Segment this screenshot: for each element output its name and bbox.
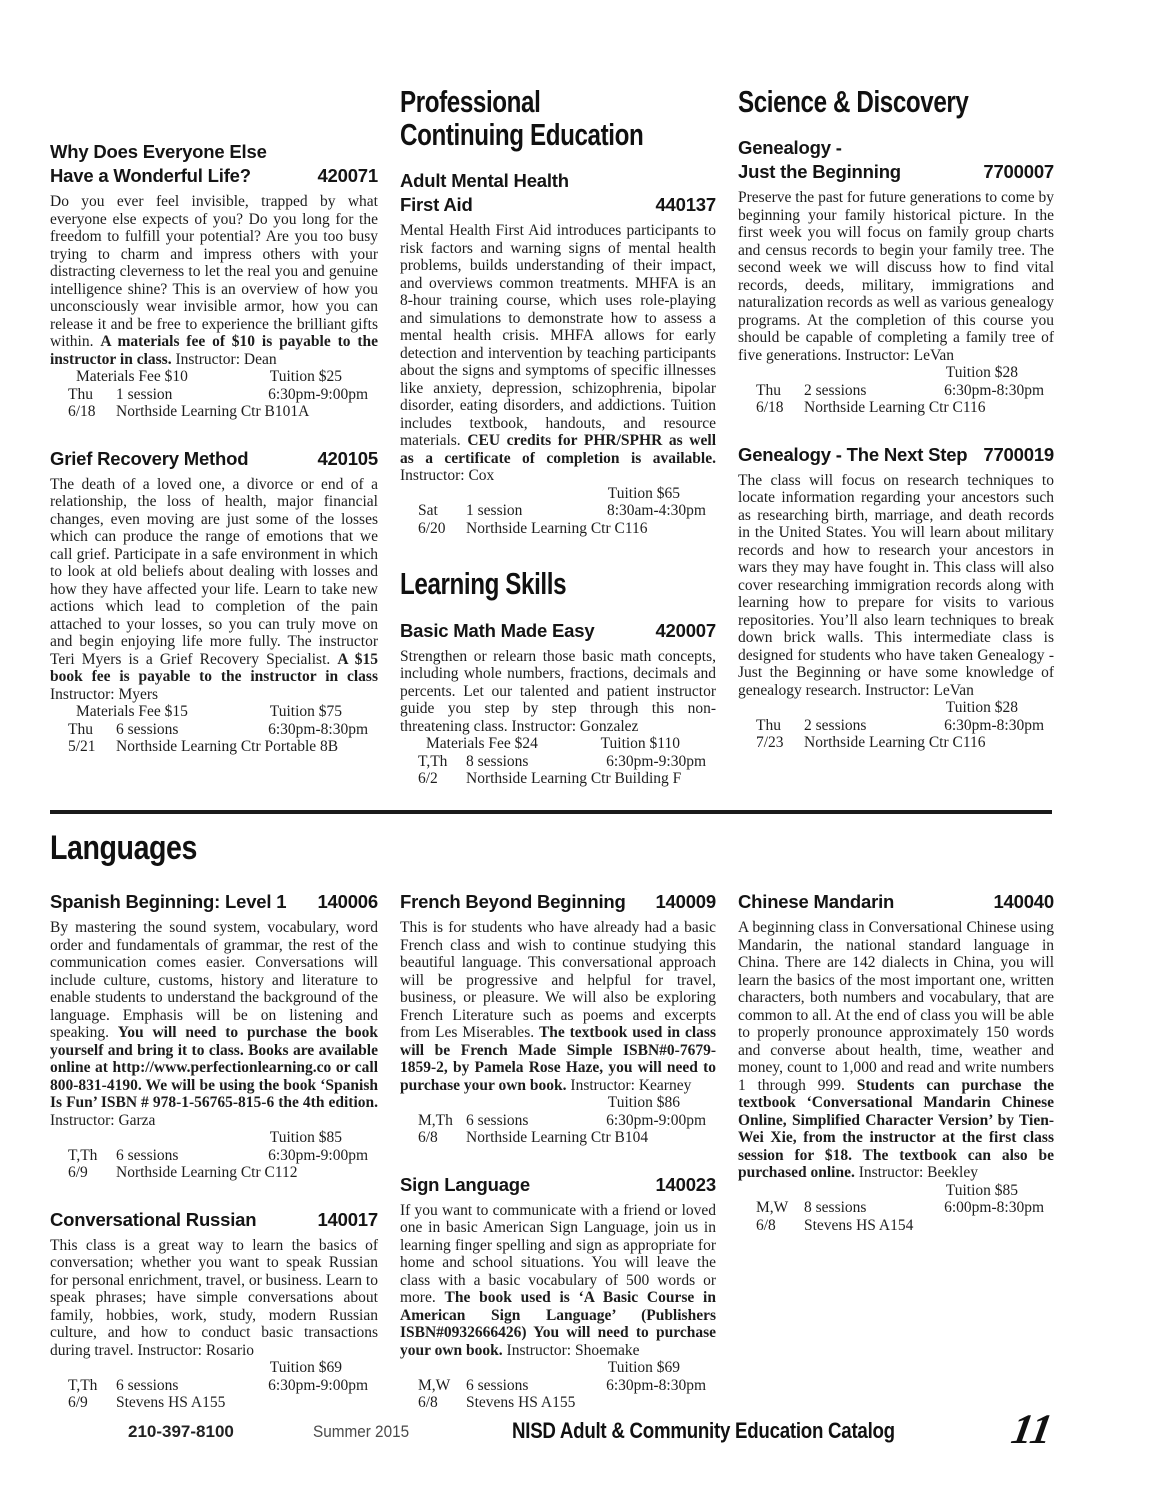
- materials-fee: Materials Fee $10: [76, 368, 188, 386]
- course-title: [738, 136, 1054, 184]
- sched-detail: 1 session: [116, 385, 173, 403]
- sched-detail: 2 sessions: [804, 381, 867, 399]
- course-title-line2: [400, 619, 716, 643]
- course-title: [50, 447, 378, 471]
- sched-detail: 6 sessions: [116, 1146, 179, 1164]
- schedule-row: [738, 734, 1054, 752]
- course-schedule: [50, 1129, 378, 1182]
- course-title-line2: [400, 1173, 716, 1197]
- sched-detail: Stevens HS A155: [116, 1394, 226, 1412]
- sched-day: Thu: [68, 385, 93, 403]
- course-title-text: Just the Beginning: [738, 161, 901, 183]
- course-grief-recovery: [50, 447, 378, 756]
- schedule-row: [738, 399, 1054, 417]
- course-desc-text: This is for students who have already had a basic French class and wish to continue studying this beautiful language. This conversational approach will be progressive and helpful for travel, business, or pleasure. We will also be exploring French Literature such as poems and excerpts from Les Miserables.: [400, 919, 716, 1042]
- sched-detail: 8 sessions: [804, 1199, 867, 1217]
- course-desc-bold-text: CEU credits for PHR/SPHR as well as a certificate of completion is available.: [400, 432, 716, 467]
- sched-detail: 6 sessions: [466, 1376, 529, 1394]
- course-description: [50, 1237, 378, 1360]
- sched-day: 6/8: [418, 1129, 438, 1147]
- course-title-text: Conversational Russian: [50, 1208, 257, 1230]
- languages-column-left: [50, 890, 378, 1412]
- course-title-line2: [400, 193, 716, 217]
- fee-tuition-row: [50, 1359, 378, 1377]
- sched-detail: 1 session: [466, 502, 523, 520]
- course-wonderful-life: [50, 140, 378, 421]
- sched-time: 6:30pm-8:30pm: [606, 1376, 706, 1394]
- tuition: Tuition $85: [945, 1181, 1018, 1199]
- section-heading-professional-continuing-education: Professional Continuing Education: [400, 84, 644, 153]
- course-code: 140023: [655, 1173, 716, 1195]
- course-code: 140009: [655, 890, 716, 912]
- course-schedule: [50, 1359, 378, 1412]
- sched-time: 6:30pm-9:00pm: [268, 1146, 368, 1164]
- sched-detail: Northside Learning Ctr B104: [466, 1129, 649, 1147]
- course-desc-text: The class will focus on research techniques to locate information regarding your ancestors such as researching birth, marriage, and death records in the United States. You will learn about military records and how to research your ancestors in wars they may have fought in. This class will also cover researching immigration records along with learning how to prepare for visits to various repositories. You’ll also learn techniques to break down brick walls. This intermediate class is designed for students who have taken Genealogy - Just the Beginning or have some knowledge of genealogy research. Instructor: LeVan: [738, 471, 1054, 699]
- schedule-row: [738, 1199, 1054, 1217]
- course-desc-text: Instructor: Shoemake: [502, 1341, 640, 1359]
- sched-day: 6/9: [68, 1164, 88, 1182]
- course-description: [738, 919, 1054, 1182]
- course-description: [50, 193, 378, 368]
- column-right: [738, 85, 1054, 752]
- course-title-line2: [50, 890, 378, 914]
- languages-section: [50, 890, 1106, 1412]
- schedule-row: [738, 382, 1054, 400]
- sched-day: 6/18: [68, 403, 96, 421]
- section-heading-learning-skills: Learning Skills: [400, 566, 567, 602]
- course-code: 420007: [655, 619, 716, 641]
- sched-time: 6:30pm-9:00pm: [268, 1376, 368, 1394]
- course-sign-language: [400, 1173, 716, 1412]
- schedule-row: [400, 520, 716, 538]
- course-description: [738, 472, 1054, 700]
- schedule-row: [400, 1394, 716, 1412]
- fee-tuition-row: [400, 1359, 716, 1377]
- course-title-line2: [50, 447, 378, 471]
- course-desc-text: Instructor: Beekley: [854, 1164, 978, 1182]
- course-description: [738, 189, 1054, 364]
- tuition: Tuition $69: [269, 1359, 342, 1377]
- schedule-row: [50, 403, 378, 421]
- sched-detail: 6 sessions: [466, 1111, 529, 1129]
- section-divider-rule: [50, 810, 1052, 814]
- course-title-line1: Genealogy -: [738, 137, 842, 159]
- sched-day: Thu: [756, 716, 781, 734]
- tuition: Tuition $85: [269, 1129, 342, 1147]
- course-title-text: Spanish Beginning: Level 1: [50, 890, 287, 912]
- schedule-row: [400, 1129, 716, 1147]
- sched-day: T,Th: [418, 752, 448, 770]
- sched-time: 6:30pm-8:30pm: [944, 381, 1044, 399]
- sched-day: Thu: [68, 720, 93, 738]
- course-code: 7700019: [983, 443, 1054, 465]
- course-desc-bold-text: A $15 book fee is payable to the instructor in class: [50, 650, 378, 686]
- schedule-row: [50, 1147, 378, 1165]
- course-title-text: Genealogy - The Next Step: [738, 443, 968, 465]
- top-section: [50, 85, 1106, 788]
- sched-detail: Northside Learning Ctr C116: [466, 519, 648, 537]
- course-description: [400, 1202, 716, 1360]
- course-title-line2: [738, 890, 1054, 914]
- schedule-row: [400, 1112, 716, 1130]
- schedule-row: [50, 1377, 378, 1395]
- course-description: [50, 919, 378, 1129]
- course-chinese-mandarin: [738, 890, 1054, 1234]
- course-code: 440137: [655, 194, 716, 216]
- course-desc-text: This class is a great way to learn the basics of conversation; whether you want to speak Russian for personal enrichment, travel, or business. Learn to speak phrases; have simple conversations about family, hobbies, work, study, modern Russian culture, and how to conduct basic transactions during travel. Instructor: Rosario: [50, 1236, 378, 1359]
- sched-day: T,Th: [68, 1146, 98, 1164]
- sched-day: 6/2: [418, 770, 438, 788]
- course-desc-bold-text: The textbook used in class will be French Made Simple ISBN#0-7679-1859-2, by Pamela Rose Haze, you will need to purchase your own book.: [400, 1024, 716, 1094]
- schedule-row: [400, 1377, 716, 1395]
- course-title-line2: [738, 160, 1054, 184]
- course-spanish-beginning: [50, 890, 378, 1182]
- footer-phone-number: 210-397-8100: [128, 1422, 234, 1441]
- sched-detail: 6 sessions: [116, 1376, 179, 1394]
- course-description: [400, 919, 716, 1094]
- tuition: Tuition $110: [600, 735, 680, 753]
- course-code: 140040: [993, 890, 1054, 912]
- course-title-text: Basic Math Made Easy: [400, 619, 595, 641]
- course-title: [738, 443, 1054, 467]
- fee-tuition-row: [50, 368, 378, 386]
- footer-page-number: 11: [1007, 1407, 1056, 1453]
- course-desc-text: Preserve the past for future generations to come by beginning your family historical picture. In the first week you will focus on family group charts and census records to begin your family tree. The second week we will discuss how to find vital records, deeds, military, immigrations and naturalization records as well as various genealogy programs. At the completion of this course you should be capable of completing a family tree of five generations. Instructor: LeVan: [738, 189, 1054, 364]
- schedule-row: [50, 386, 378, 404]
- fee-tuition-row: [400, 1094, 716, 1112]
- materials-fee: Materials Fee $24: [426, 735, 538, 753]
- sched-day: 6/18: [756, 399, 784, 417]
- course-title-line2: [400, 890, 716, 914]
- course-title-line1: Adult Mental Health: [400, 170, 569, 192]
- course-code: 140017: [317, 1208, 378, 1230]
- tuition: Tuition $75: [269, 703, 342, 721]
- course-title: [50, 1208, 378, 1232]
- sched-day: M,W: [418, 1376, 451, 1394]
- footer-season: Summer 2015: [313, 1422, 410, 1441]
- course-desc-text: If you want to communicate with a friend or loved one in basic American Sign Language, join us in learning finger spelling and sign as appropriate for home and school situations. You will leave the class with a basic vocabulary of 500 words or more.: [400, 1201, 716, 1307]
- fee-tuition-row: [50, 703, 378, 721]
- sched-day: 6/8: [756, 1216, 776, 1234]
- schedule-row: [50, 721, 378, 739]
- sched-time: 6:30pm-8:30pm: [944, 716, 1044, 734]
- course-desc-bold-text: A materials fee of $10 is payable to the instructor in class.: [50, 333, 378, 368]
- course-code: 140006: [317, 890, 378, 912]
- course-genealogy-the-next-step: [738, 443, 1054, 752]
- course-code: 420105: [317, 447, 378, 469]
- course-schedule: [50, 703, 378, 756]
- sched-detail: Northside Learning Ctr B101A: [116, 403, 310, 421]
- fee-tuition-row: [738, 699, 1054, 717]
- course-description: [50, 476, 378, 704]
- course-conversational-russian: [50, 1208, 378, 1412]
- course-desc-text: By mastering the sound system, vocabulary, word order and fundamentals of grammar, the rest of the communication comes easier. Conversations will include culture, customs, history and literature to enable students to understand the background of the language. Emphasis will be on listening and speaking.: [50, 919, 378, 1042]
- schedule-row: [738, 717, 1054, 735]
- fee-tuition-row: [50, 1129, 378, 1147]
- page-footer: [0, 1407, 1156, 1476]
- sched-detail: 2 sessions: [804, 716, 867, 734]
- sched-detail: Stevens HS A154: [804, 1216, 914, 1234]
- course-title-text: First Aid: [400, 194, 473, 216]
- course-desc-text: Instructor: Cox: [400, 467, 495, 485]
- footer-catalog-title: NISD Adult & Community Education Catalog: [512, 1418, 895, 1443]
- course-desc-text: Instructor: Dean: [171, 350, 277, 368]
- sched-time: 6:30pm-9:00pm: [606, 1111, 706, 1129]
- course-schedule: [400, 1359, 716, 1412]
- sched-time: 6:00pm-8:30pm: [944, 1199, 1044, 1217]
- tuition: Tuition $25: [269, 368, 342, 386]
- course-title-line2: [50, 1208, 378, 1232]
- schedule-row: [50, 1164, 378, 1182]
- course-genealogy-just-the-beginning: [738, 136, 1054, 417]
- schedule-row: [738, 1217, 1054, 1235]
- sched-detail: Northside Learning Ctr C116: [804, 734, 986, 752]
- course-desc-bold-text: Students can purchase the textbook ‘Conversational Mandarin Chinese Online, Simplified Character Version’ by Tien-Wei Xie, from the instructor at the first class session for $18. The textbook can also be purchased online.: [738, 1076, 1054, 1182]
- course-desc-text: Instructor: Garza: [50, 1111, 156, 1129]
- course-schedule: [738, 364, 1054, 417]
- sched-time: 6:30pm-9:30pm: [606, 752, 706, 770]
- course-desc-text: A beginning class in Conversational Chinese using Mandarin, the national standard language in China. There are 142 dialects in China, you will learn the basics of the most important one, written characters, both numbers and vocabulary, that are common to all. At the end of class you will be able to properly pronounce approximately 150 words and converse about health, time, weather and money, count to 1,000 and read and write numbers 1 through 999.: [738, 919, 1054, 1094]
- sched-time: 8:30am-4:30pm: [606, 502, 706, 520]
- course-title-text: Have a Wonderful Life?: [50, 165, 251, 187]
- course-schedule: [50, 368, 378, 421]
- course-desc-text: Do you ever feel invisible, trapped by what everyone else expects of you? Do you long for the freedom to fulfill your potential? Are you too busy trying to charm and impress others with your distracting cleverness to let the real you and genuine intelligence shine? This is an overview of how you unconsciously wear invisible armor, how you can release it and be free to experience the brilliant gifts within.: [50, 193, 378, 351]
- course-desc-text: Mental Health First Aid introduces participants to risk factors and warning signs of mental health problems, builds understanding of their impact, and overviews common treatments. MHFA is an 8-hour training course, which uses role-playing and simulations to demonstrate how to assess a mental health crisis. MHFA allows for early detection and intervention by teaching participants about the signs and symptoms of specific illnesses like anxiety, depression, schizophrenia, bipolar disorder, eating disorders, and addictions. Tuition includes textbook, handouts, and resource materials.: [400, 222, 716, 450]
- section-heading-science-discovery: Science & Discovery: [738, 84, 969, 119]
- course-title-text: Sign Language: [400, 1173, 530, 1195]
- section-heading-languages: Languages: [50, 828, 197, 867]
- course-desc-text: The death of a loved one, a divorce or end of a relationship, the loss of health, major financial changes, even moving are just some of the losses which can produce the range of emotions that we call grief. Participate in a safe environment in which to look at old beliefs about dealing with losses and how they have affected your life. Learn to take new actions which lead to completion of the pain attached to your losses, so you can truly move on and begin enjoying life more fully. The instructor Teri Myers is a Grief Recovery Specialist.: [50, 475, 378, 668]
- sched-detail: Northside Learning Ctr Building F: [466, 770, 682, 788]
- course-title: [400, 1173, 716, 1197]
- sched-day: Sat: [418, 502, 438, 520]
- sched-day: Thu: [756, 381, 781, 399]
- course-schedule: [400, 485, 716, 538]
- course-description: [400, 648, 716, 736]
- course-title: [50, 140, 378, 188]
- sched-time: 6:30pm-9:00pm: [268, 385, 368, 403]
- course-desc-text: Instructor: Myers: [50, 685, 159, 703]
- course-title: [50, 890, 378, 914]
- sched-detail: Northside Learning Ctr Portable 8B: [116, 738, 339, 756]
- course-french-beyond-beginning: [400, 890, 716, 1147]
- sched-time: 6:30pm-8:30pm: [268, 720, 368, 738]
- course-title-line1: Why Does Everyone Else: [50, 141, 267, 162]
- languages-column-middle: [400, 890, 716, 1412]
- sched-detail: Northside Learning Ctr C116: [804, 399, 986, 417]
- sched-detail: Stevens HS A155: [466, 1394, 576, 1412]
- sched-day: M,W: [756, 1199, 789, 1217]
- tuition: Tuition $28: [945, 364, 1018, 382]
- course-title-line2: [50, 164, 378, 188]
- sched-day: T,Th: [68, 1376, 98, 1394]
- course-desc-bold-text: The book used is ‘A Basic Course in American Sign Language’ (Publishers ISBN#0932666426) You will need to purchase your own book.: [400, 1289, 716, 1359]
- course-description: [400, 222, 716, 485]
- tuition: Tuition $28: [945, 699, 1018, 717]
- course-title-text: French Beyond Beginning: [400, 890, 626, 912]
- course-code: 7700007: [983, 161, 1054, 183]
- course-basic-math-made-easy: [400, 619, 716, 788]
- fee-tuition-row: [400, 735, 716, 753]
- course-title: [738, 890, 1054, 914]
- materials-fee: Materials Fee $15: [76, 703, 188, 721]
- fee-tuition-row: [738, 1182, 1054, 1200]
- column-left: [50, 85, 378, 756]
- course-schedule: [738, 699, 1054, 752]
- course-desc-text: Instructor: Kearney: [566, 1076, 692, 1094]
- course-schedule: [400, 735, 716, 788]
- sched-day: 6/20: [418, 519, 446, 537]
- schedule-row: [400, 770, 716, 788]
- sched-detail: 6 sessions: [116, 720, 179, 738]
- course-title-line2: [738, 443, 1054, 467]
- course-title: [400, 169, 716, 217]
- sched-day: M,Th: [418, 1111, 453, 1129]
- schedule-row: [50, 738, 378, 756]
- course-schedule: [400, 1094, 716, 1147]
- sched-day: 6/8: [418, 1394, 438, 1412]
- sched-day: 7/23: [756, 734, 784, 752]
- sched-day: 6/9: [68, 1394, 88, 1412]
- sched-day: 5/21: [68, 738, 96, 756]
- course-title-text: Grief Recovery Method: [50, 447, 249, 469]
- fee-tuition-row: [400, 485, 716, 503]
- course-code: 420071: [317, 165, 378, 187]
- schedule-row: [50, 1394, 378, 1412]
- tuition: Tuition $69: [607, 1359, 680, 1377]
- course-desc-text: Strengthen or relearn those basic math concepts, including whole numbers, fractions, decimals and percents. Let our talented and patient instructor guide you step by step through this non-threatening class. Instructor: Gonzalez: [400, 647, 716, 735]
- sched-detail: Northside Learning Ctr C112: [116, 1164, 298, 1182]
- course-schedule: [738, 1182, 1054, 1235]
- course-adult-mental-health-first-aid: [400, 169, 716, 537]
- schedule-row: [400, 502, 716, 520]
- languages-column-right: [738, 890, 1054, 1234]
- course-title-text: Chinese Mandarin: [738, 890, 895, 912]
- tuition: Tuition $65: [607, 484, 680, 502]
- tuition: Tuition $86: [607, 1094, 680, 1112]
- course-title: [400, 619, 716, 643]
- course-title: [400, 890, 716, 914]
- schedule-row: [400, 753, 716, 771]
- column-middle: [400, 85, 716, 788]
- fee-tuition-row: [738, 364, 1054, 382]
- course-desc-bold-text: You will need to purchase the book yourself and bring it to class. Books are available online at http://www.perfectionlearning.co or call 800-831-4190. We will be using the book ‘Spanish Is Fun’ ISBN # 978-1-56765-815-6 the 4th edition.: [50, 1024, 378, 1112]
- column-spacer: [50, 85, 378, 140]
- sched-detail: 8 sessions: [466, 752, 529, 770]
